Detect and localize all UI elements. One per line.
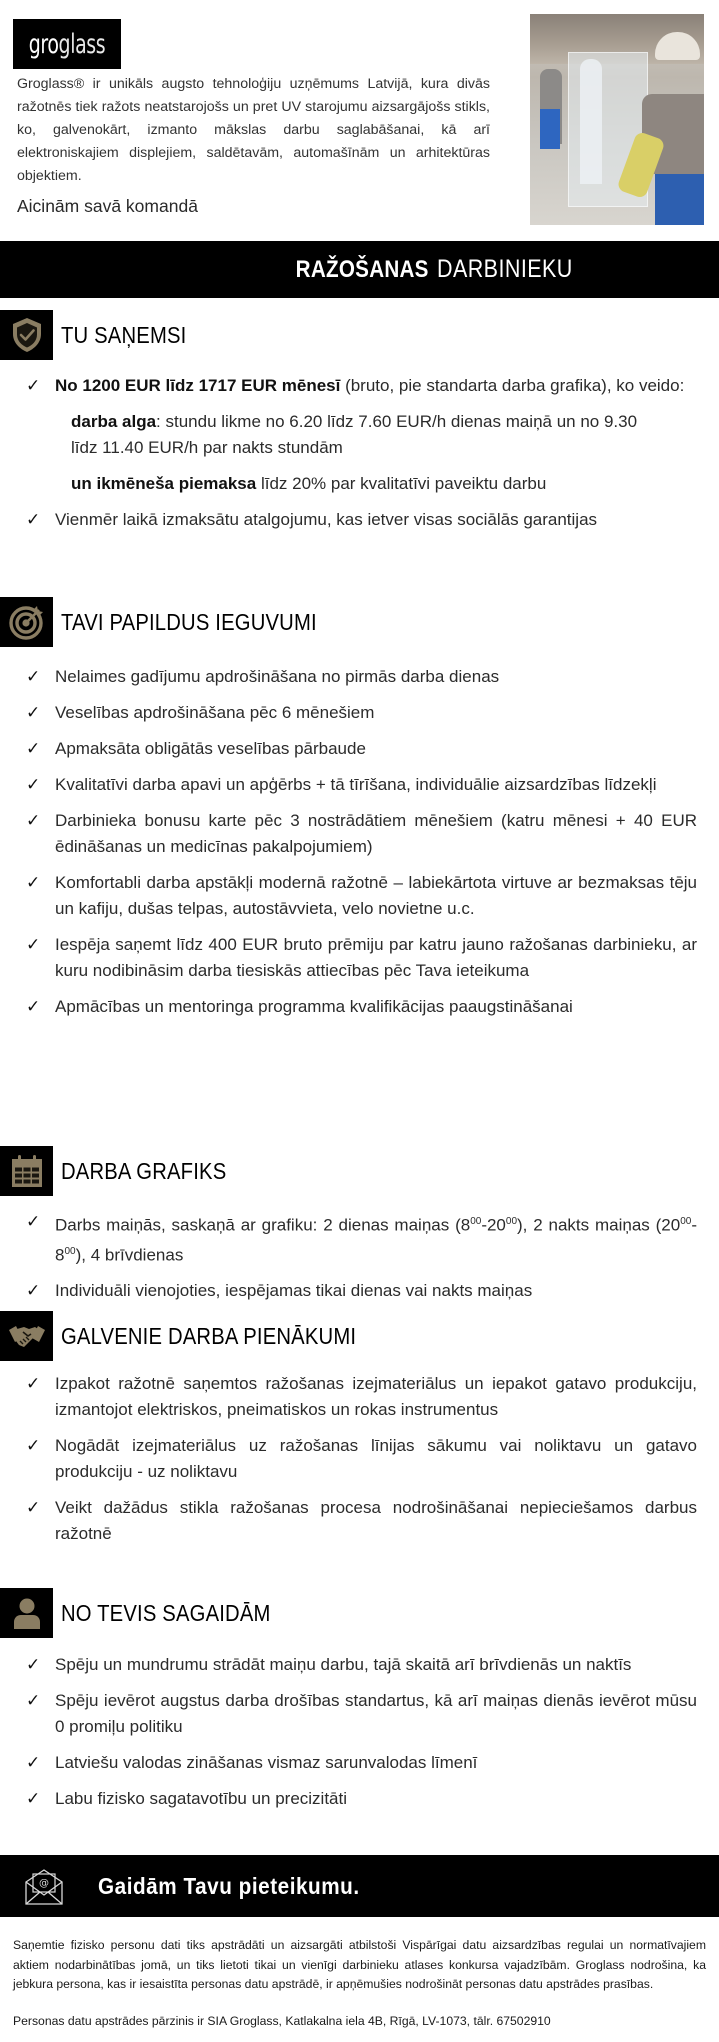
list-item: ✓ Latviešu valodas zināšanas vismaz sarunvalodas līmenī — [0, 1750, 719, 1776]
person-icon — [0, 1588, 53, 1638]
list-item: ✓ No 1200 EUR līdz 1717 EUR mēnesī (bruto, pie standarta darba grafika), ko veido: — [0, 373, 719, 399]
section-header-schedule — [0, 1146, 249, 1196]
checkmark-icon: ✓ — [26, 775, 41, 794]
list-item: ✓ Apmaksāta obligātās veselības pārbaude — [0, 736, 719, 762]
data-controller-info: Personas datu apstrādes pārzinis ir SIA Groglass, Katlakalna iela 4B, Rīgā, LV-1073, tālr. 67502910 — [13, 2014, 551, 2028]
checkmark-icon: ✓ — [26, 667, 41, 686]
bonus-detail: un ikmēneša piemaksa līdz 20% par kvalitatīvi paveiktu darbu — [71, 474, 547, 493]
checkmark-icon: ✓ — [26, 1212, 41, 1231]
checkmark-icon: ✓ — [26, 376, 41, 395]
apply-cta-text: Gaidām Tavu pieteikumu. — [98, 1872, 360, 1899]
section-title: GALVENIE DARBA PIENĀKUMI — [61, 1322, 357, 1349]
list-item: ✓ Darbinieka bonusu karte pēc 3 nostrādātiem mēnešiem (katru mēnesi + 40 EUR ēdināšanas un medicīnas pakalpojumiem) — [0, 808, 719, 860]
list-item: ✓ Apmācības un mentoringa programma kvalifikācijas paaugstināšanai — [0, 994, 719, 1020]
section-header-expect — [0, 1588, 299, 1638]
factory-photo — [530, 14, 704, 225]
target-icon — [0, 597, 53, 647]
invite-heading: Aicinām savā komandā — [17, 196, 198, 216]
schedule-list — [0, 1209, 719, 1314]
list-item: ✓ Komfortabli darba apstākļi modernā ražotnē – labiekārtota virtuve ar bezmaksas tēju un kafiju, dušas telpas, autostāvvieta, velo novietne u.c. — [0, 870, 719, 922]
checkmark-icon: ✓ — [26, 1498, 41, 1517]
section-title: DARBA GRAFIKS — [61, 1157, 227, 1184]
checkmark-icon: ✓ — [26, 811, 41, 830]
section-header-duties — [0, 1311, 396, 1361]
email-envelope-icon — [22, 1864, 66, 1908]
svg-text:@: @ — [39, 1878, 49, 1889]
expect-list — [0, 1652, 719, 1822]
section-title: TU SAŅEMSI — [61, 321, 187, 348]
checkmark-icon: ✓ — [26, 739, 41, 758]
job-title-banner — [0, 241, 719, 298]
receive-list — [0, 373, 719, 543]
list-item: ✓ Spēju un mundrumu strādāt maiņu darbu, tajā skaitā arī brīvdienās un naktīs — [0, 1652, 719, 1678]
list-item: ✓ Individuāli vienojoties, iespējamas tikai dienas vai nakts maiņas — [0, 1278, 719, 1304]
section-title: NO TEVIS SAGAIDĀM — [61, 1599, 271, 1626]
list-item: ✓ Nelaimes gadījumu apdrošināšana no pirmās darba dienas — [0, 664, 719, 690]
salary-detail: darba alga: stundu likme no 6.20 līdz 7.60 EUR/h dienas maiņā un no 9.30 līdz 11.40 EUR/h par nakts stundām — [71, 412, 638, 457]
gdpr-notice: Saņemtie fizisko personu dati tiks apstrādāti un aizsargāti atbilstoši Vispārīgai datu aizsardzības regulai un normatīvajiem aktiem nodarbinātības jomā, un tiks lietoti tikai un vienīgi darbinieku atlases konkursa vajadzībām. Groglass nodrošina, ka jebkura persona, kas ir iesaistīta personas datu apstrādē, ir apņēmušies nodrošināt personas datu apstrādes prasības. — [13, 1938, 706, 1991]
list-item: ✓ Kvalitatīvi darba apavi un apģērbs + tā tīrīšana, individuālie aizsardzības līdzekļi — [0, 772, 719, 798]
list-item: ✓ Iespēja saņemt līdz 400 EUR bruto prēmiju par katru jauno ražošanas darbinieku, ar kuru nodibināsim darba tiesiskās attiecības pēc Tava ieteikuma — [0, 932, 719, 984]
calendar-icon — [0, 1146, 53, 1196]
groglass-logo — [13, 19, 121, 69]
shield-check-icon — [0, 310, 53, 360]
list-item: ✓ Spēju ievērot augstus darba drošības standartus, kā arī maiņas dienās ievērot mūsu 0 promiļu politiku — [0, 1688, 719, 1740]
checkmark-icon: ✓ — [26, 1281, 41, 1301]
section-header-receive — [0, 310, 204, 360]
section-title: TAVI PAPILDUS IEGUVUMI — [61, 608, 317, 635]
checkmark-icon: ✓ — [26, 1436, 41, 1455]
list-item: ✓ Vienmēr laikā izmaksātu atalgojumu, kas ietver visas sociālās garantijas — [0, 507, 719, 533]
checkmark-icon: ✓ — [26, 1789, 41, 1808]
checkmark-icon: ✓ — [26, 1753, 41, 1772]
checkmark-icon: ✓ — [26, 1655, 41, 1674]
checkmark-icon: ✓ — [26, 935, 41, 954]
checkmark-icon: ✓ — [26, 997, 41, 1016]
checkmark-icon: ✓ — [26, 703, 41, 722]
list-item: ✓ Veikt dažādus stikla ražošanas procesa nodrošināšanai nepieciešamos darbus ražotnē — [0, 1495, 719, 1547]
checkmark-icon: ✓ — [26, 1374, 41, 1393]
handshake-icon — [0, 1311, 53, 1361]
job-title-bold: RAŽOŠANAS — [295, 255, 429, 283]
logo-text: groglass — [28, 28, 106, 60]
checkmark-icon: ✓ — [26, 1691, 41, 1710]
job-title-light: DARBINIEKU — [436, 255, 573, 283]
list-item: ✓ Izpakot ražotnē saņemtos ražošanas izejmateriālus un iepakot gatavo produkciju, izmantojot elektriskos, pneimatiskos un rokas instrumentus — [0, 1371, 719, 1423]
list-item: ✓ Darbs maiņās, saskaņā ar grafiku: 2 dienas maiņas $(8^{00}-20^{00})$, 2 nakts maiņas $(20^{00}-8^{00})$, 4 brīvdienas — [0, 1209, 719, 1268]
checkmark-icon: ✓ — [26, 873, 41, 892]
checkmark-icon: ✓ — [26, 510, 41, 529]
benefits-list — [0, 664, 719, 1030]
list-item: ✓ Nogādāt izejmateriālus uz ražošanas līnijas sākumu vai noliktavu un gatavo produkciju - uz noliktavu — [0, 1433, 719, 1485]
list-item: ✓ Veselības apdrošināšana pēc 6 mēnešiem — [0, 700, 719, 726]
duties-list — [0, 1371, 719, 1557]
section-header-benefits — [0, 597, 352, 647]
list-item: ✓ Labu fizisko sagatavotību un precizitāti — [0, 1786, 719, 1812]
company-intro: Groglass® ir unikāls augsto tehnoloģiju uzņēmums Latvijā, kura divās ražotnēs tiek ražots neatstarojošs un pret UV starojumu aizsargājošs stikls, ko, galvenokārt, izmanto mākslas darbu saglabāšanai, kā arī elektroniskajiem displejiem, saldētavām, automašīnām un arhitektūras objektiem. — [17, 76, 490, 184]
apply-cta-banner — [0, 1855, 719, 1917]
